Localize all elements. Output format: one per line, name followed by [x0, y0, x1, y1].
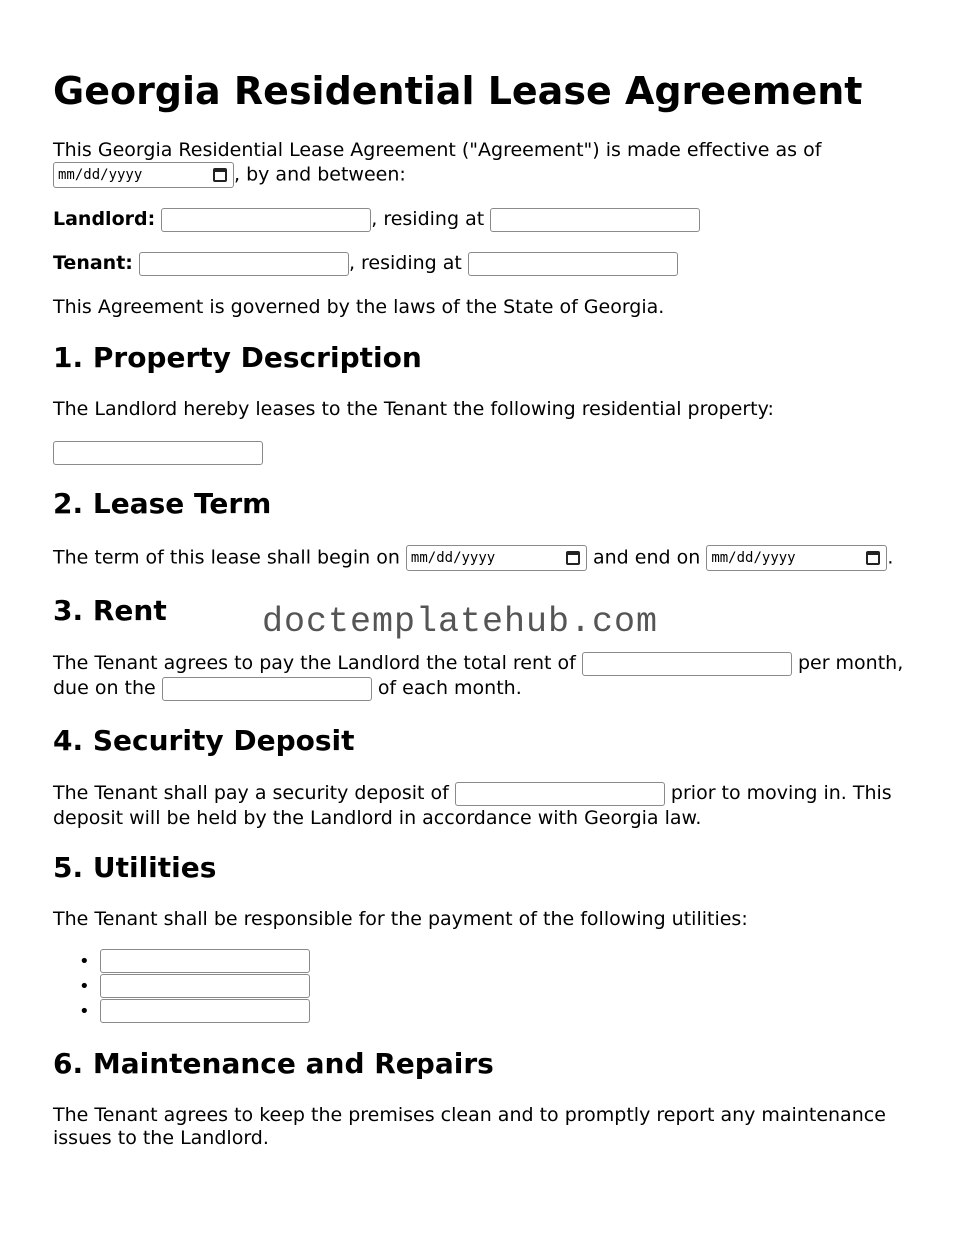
bullet-icon: • — [79, 976, 90, 997]
utilities-text: The Tenant shall be responsible for the payment of the following utilities: — [53, 908, 748, 930]
term-end-text: and end on — [592, 546, 701, 569]
tenant-name-input[interactable] — [139, 252, 349, 276]
deposit-amount-input[interactable] — [455, 782, 665, 806]
property-field-line — [53, 440, 263, 465]
utility-input-3[interactable] — [100, 999, 310, 1023]
deposit-heading: 4. Security Deposit — [53, 724, 355, 757]
rent-text-1: The Tenant agrees to pay the Landlord the total rent of — [53, 652, 576, 674]
property-text: The Landlord hereby leases to the Tenant the following residential property: — [53, 398, 774, 420]
lease-start-date-input[interactable] — [406, 545, 587, 571]
utility-input-1[interactable] — [100, 949, 310, 973]
watermark: doctemplatehub.com — [262, 602, 659, 642]
maintenance-line-1: The Tenant agrees to keep the premises clean and to promptly report any maintenance — [53, 1104, 886, 1126]
page-title: Georgia Residential Lease Agreement — [53, 69, 863, 113]
list-item — [53, 999, 310, 1024]
rent-due-day-input[interactable] — [162, 677, 372, 701]
term-begin-text: The term of this lease shall begin on — [53, 546, 400, 569]
landlord-residing-at: , residing at — [371, 208, 485, 230]
tenant-residing-at: , residing at — [348, 252, 462, 274]
tenant-label: Tenant: — [53, 252, 133, 274]
deposit-line-2: deposit will be held by the Landlord in accordance with Georgia law. — [53, 807, 702, 829]
tenant-address-input[interactable] — [468, 252, 678, 276]
intro-line-2 — [53, 162, 406, 188]
calendar-icon[interactable] — [213, 168, 227, 182]
landlord-line — [53, 207, 700, 232]
calendar-icon[interactable] — [566, 551, 580, 565]
maintenance-line-2: issues to the Landlord. — [53, 1127, 269, 1149]
intro-after-date: , by and between: — [234, 163, 406, 186]
calendar-icon[interactable] — [866, 551, 880, 565]
landlord-name-input[interactable] — [161, 208, 371, 232]
landlord-address-input[interactable] — [490, 208, 700, 232]
date-placeholder: mm/dd/yyyy — [410, 550, 496, 566]
deposit-text-1: The Tenant shall pay a security deposit of — [53, 782, 449, 804]
deposit-text-2: prior to moving in. This — [670, 782, 892, 804]
rent-text-4: of each month. — [377, 677, 522, 699]
utilities-list — [53, 949, 310, 1024]
intro-line-1 — [53, 138, 821, 162]
term-line — [53, 545, 893, 571]
governing-law: This Agreement is governed by the laws of the State of Georgia. — [53, 296, 665, 318]
rent-text-2: per month, — [797, 652, 904, 674]
list-item — [53, 949, 310, 974]
rent-heading: 3. Rent — [53, 594, 167, 627]
term-heading: 2. Lease Term — [53, 487, 272, 520]
bullet-icon: • — [79, 1001, 90, 1022]
effective-date-input[interactable] — [53, 162, 234, 188]
list-item — [53, 974, 310, 999]
rent-amount-input[interactable] — [582, 652, 792, 676]
lease-end-date-input[interactable] — [706, 545, 887, 571]
tenant-line — [53, 251, 678, 276]
term-period: . — [887, 546, 894, 569]
landlord-label: Landlord: — [53, 208, 156, 230]
property-heading: 1. Property Description — [53, 341, 422, 374]
intro-text: This Georgia Residential Lease Agreement ("Agreement") is made effective as of — [53, 139, 822, 161]
deposit-line-1 — [53, 781, 892, 806]
rent-text-3: due on the — [53, 677, 156, 699]
utilities-heading: 5. Utilities — [53, 851, 217, 884]
bullet-icon: • — [79, 951, 90, 972]
rent-line-1 — [53, 651, 903, 676]
property-address-input[interactable] — [53, 441, 263, 465]
rent-line-2 — [53, 676, 522, 701]
maintenance-heading: 6. Maintenance and Repairs — [53, 1047, 494, 1080]
utility-input-2[interactable] — [100, 974, 310, 998]
date-placeholder: mm/dd/yyyy — [58, 167, 143, 183]
date-placeholder: mm/dd/yyyy — [711, 550, 796, 566]
